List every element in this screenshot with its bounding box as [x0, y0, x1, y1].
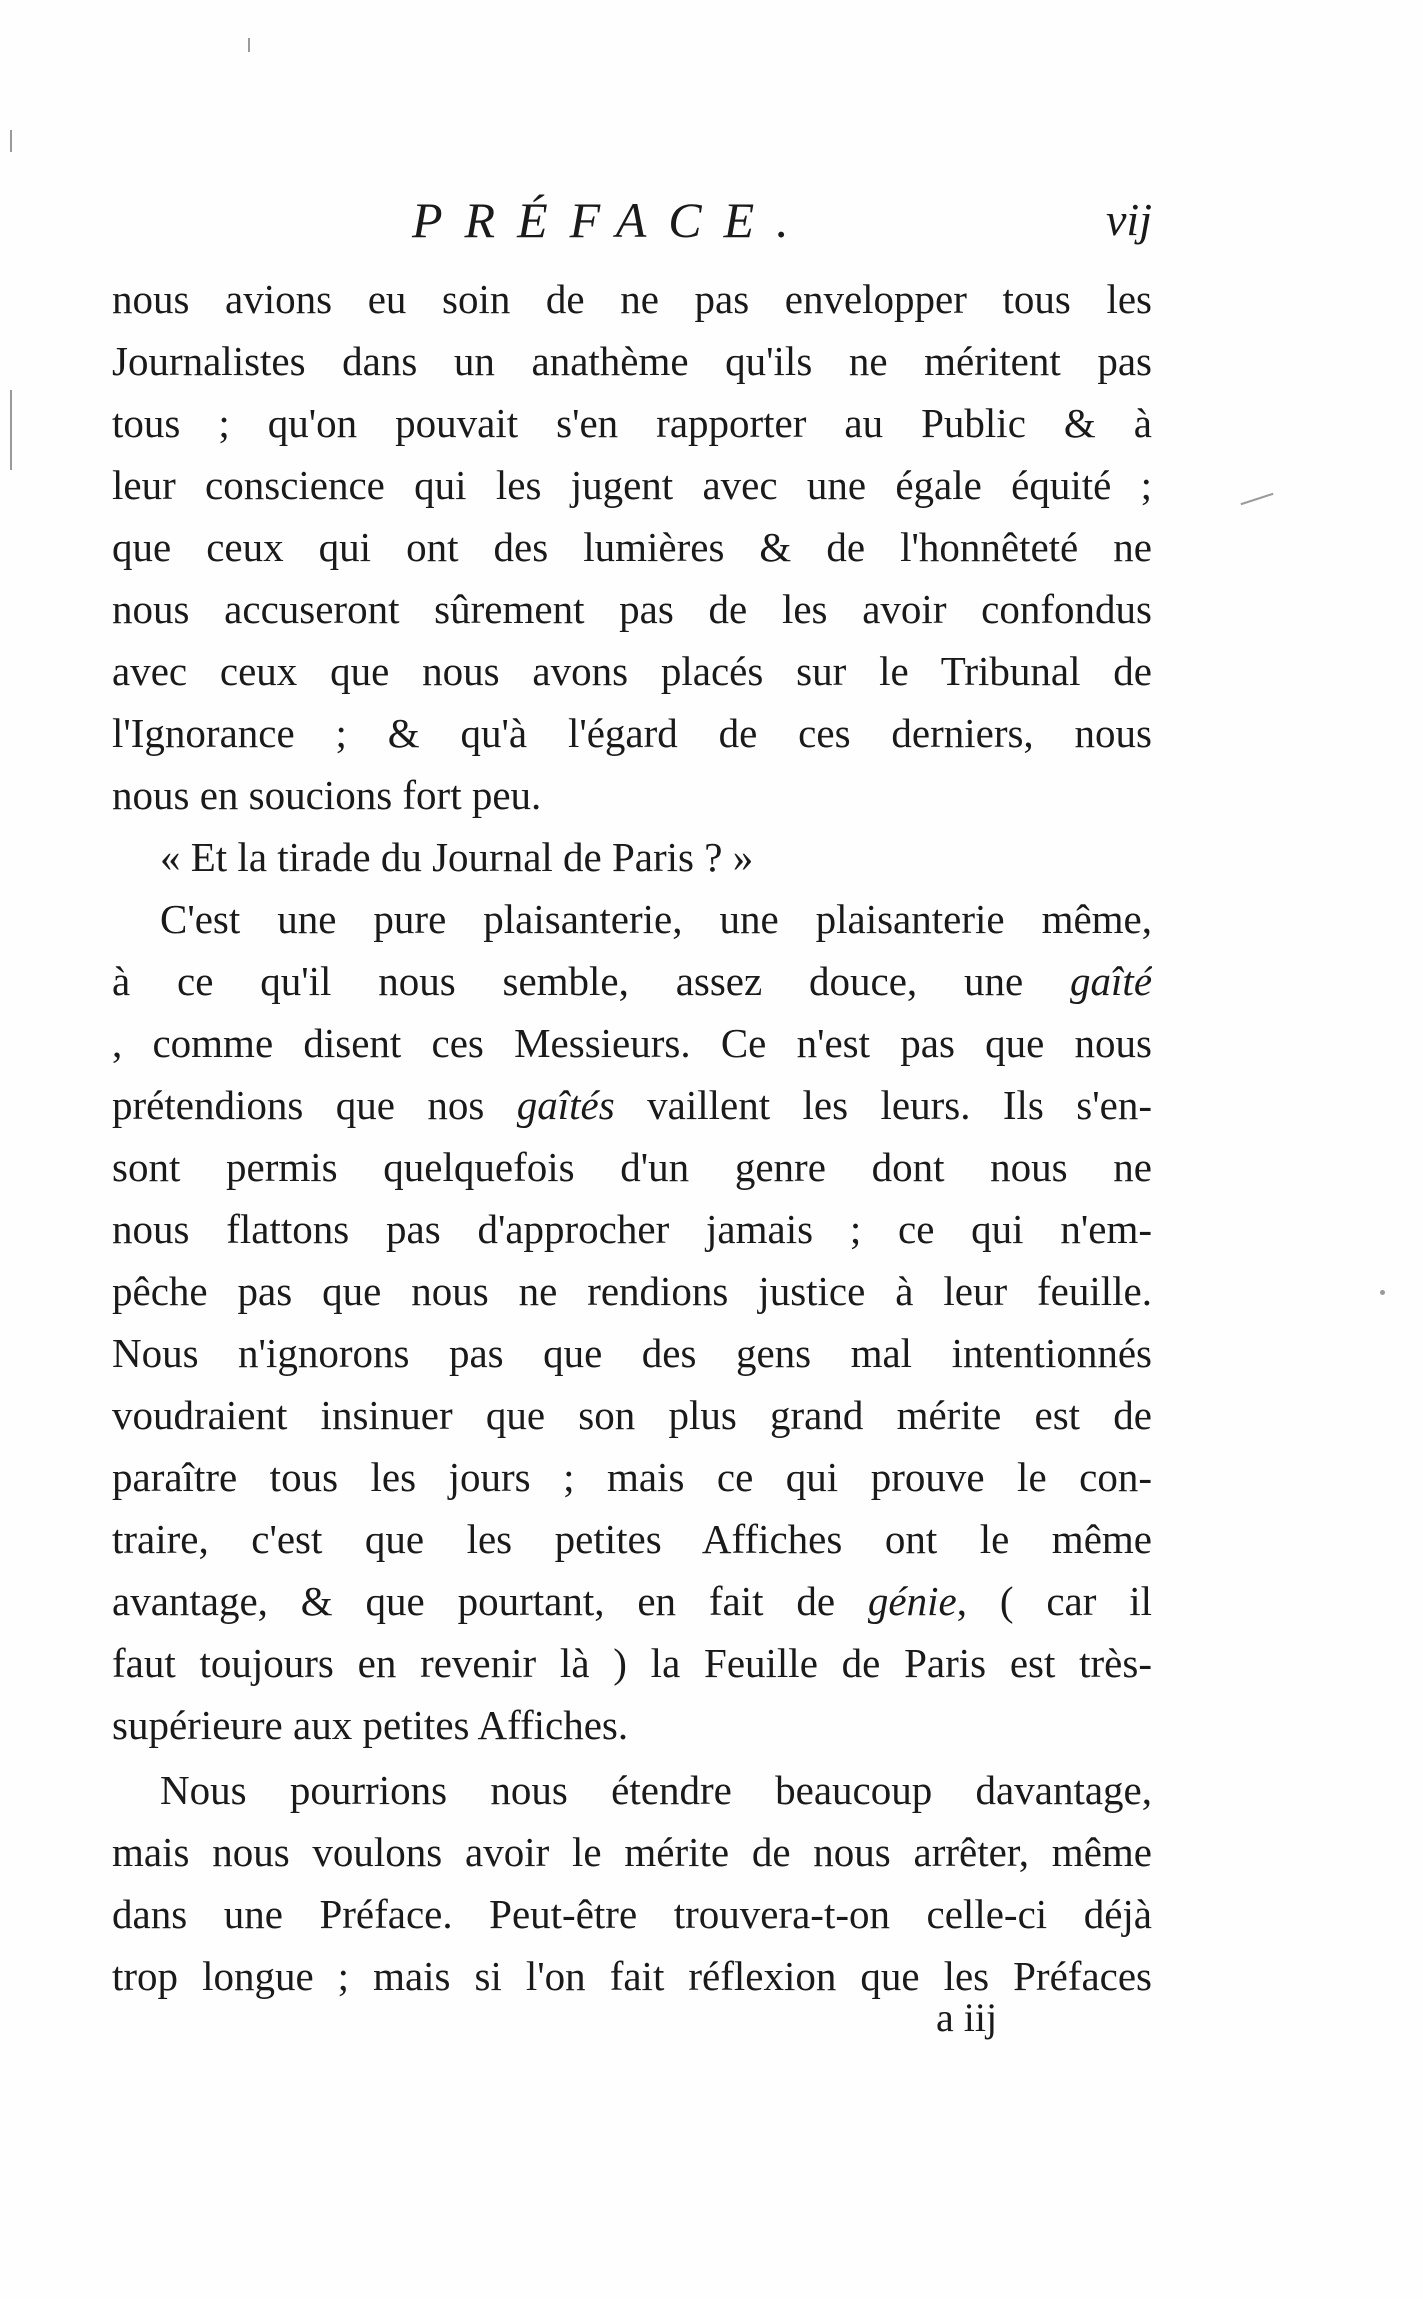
running-title: PRÉFACE. — [412, 192, 811, 248]
italic-word: gaîtés — [516, 1082, 615, 1128]
margin-speck — [10, 390, 12, 470]
text-run: , ( car il — [956, 1578, 1152, 1624]
text-line: traire, c'est que les petites Affiches ont le même — [112, 1516, 1152, 1562]
text-line: l'Ignorance ; & qu'à l'égard de ces derniers, nous — [112, 710, 1152, 756]
italic-word: gaîté — [1070, 958, 1152, 1004]
text-line: tous ; qu'on pouvait s'en rapporter au Public & à — [112, 400, 1152, 446]
italic-word: génie — [867, 1578, 957, 1624]
text-line: Nous n'ignorons pas que des gens mal intentionnés — [112, 1330, 1152, 1376]
text-run: vaillent les leurs. Ils s'en- — [647, 1082, 1152, 1128]
text-line: trop longue ; mais si l'on fait réflexion que les Préfaces — [112, 1953, 1152, 1999]
text-line: Journalistes dans un anathème qu'ils ne méritent pas — [112, 338, 1152, 384]
text-run: avantage, & que pourtant, en fait de — [112, 1578, 836, 1624]
margin-speck — [1380, 1290, 1385, 1295]
text-line: C'est une pure plaisanterie, une plaisanterie même, — [160, 896, 1152, 942]
text-run: à ce qu'il nous semble, assez douce, une — [112, 958, 1024, 1004]
text-line — [112, 1570, 1152, 1632]
margin-speck — [248, 38, 250, 52]
text-line: nous avions eu soin de ne pas envelopper tous les — [112, 276, 1152, 322]
text-line: dans une Préface. Peut-être trouvera-t-on celle-ci déjà — [112, 1891, 1152, 1937]
text-line: sont permis quelquefois d'un genre dont nous ne — [112, 1144, 1152, 1190]
text-line: que ceux qui ont des lumières & de l'honnêteté ne — [112, 524, 1152, 570]
margin-speck — [1241, 493, 1274, 505]
text-line: supérieure aux petites Affiches. — [112, 1702, 629, 1748]
text-line: faut toujours en revenir là ) la Feuille de Paris est très- — [112, 1640, 1152, 1686]
text-line: mais nous voulons avoir le mérite de nous arrêter, même — [112, 1829, 1152, 1875]
body-text — [112, 268, 1152, 2007]
text-line: Nous pourrions nous étendre beaucoup davantage, — [160, 1767, 1152, 1813]
text-line: nous en soucions fort peu. — [112, 772, 542, 818]
signature-mark: a iij — [936, 1995, 998, 2040]
text-line — [112, 1074, 1152, 1136]
text-line: , comme disent ces Messieurs. Ce n'est pas que nous — [112, 1020, 1152, 1066]
text-line: voudraient insinuer que son plus grand mérite est de — [112, 1392, 1152, 1438]
text-line: paraître tous les jours ; mais ce qui prouve le con- — [112, 1454, 1152, 1500]
text-line: pêche pas que nous ne rendions justice à leur feuille. — [112, 1268, 1152, 1314]
text-line: nous flattons pas d'approcher jamais ; ce qui n'em- — [112, 1206, 1152, 1252]
margin-speck — [10, 130, 12, 152]
text-line: leur conscience qui les jugent avec une égale équité ; — [112, 462, 1152, 508]
text-line: avec ceux que nous avons placés sur le Tribunal de — [112, 648, 1152, 694]
text-line: nous accuseront sûrement pas de les avoir confondus — [112, 586, 1152, 632]
text-line — [112, 950, 1152, 1012]
page-header — [112, 185, 1152, 255]
text-run: prétendions que nos — [112, 1082, 485, 1128]
page-number: vij — [1106, 194, 1152, 245]
text-line: « Et la tirade du Journal de Paris ? » — [160, 834, 754, 880]
